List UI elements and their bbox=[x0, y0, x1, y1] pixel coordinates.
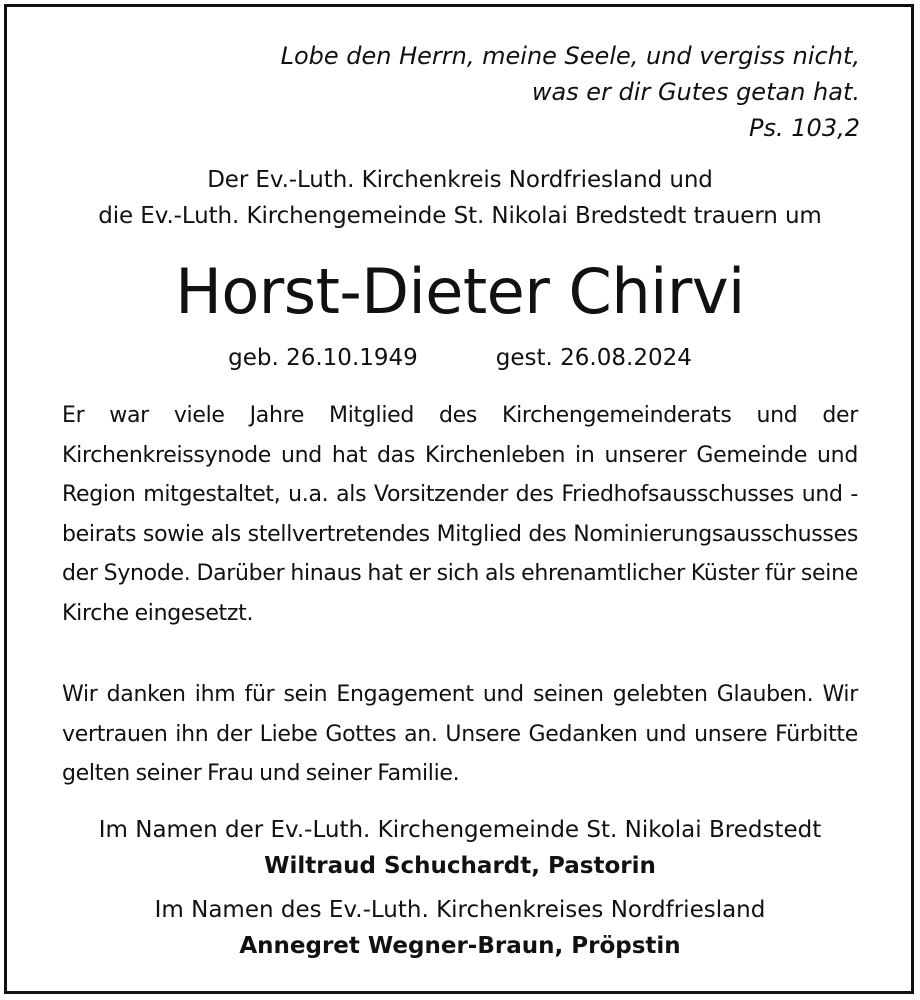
bible-verse bbox=[281, 38, 860, 146]
tribute-paragraph-2: Wir danken ihm für sein Engagement und seinen gelebten Glauben. Wir vertrauen ihn der Liebe Gottes an. Unsere Gedanken und unsere Fürbitte gelten seiner Frau und seiner Familie. bbox=[62, 682, 858, 786]
life-dates bbox=[0, 340, 920, 376]
signature-1-on-behalf: Im Namen der Ev.-Luth. Kirchengemeinde St. Nikolai Bredstedt bbox=[98, 817, 822, 843]
signature-2-name: Annegret Wegner-Braun, Pröpstin bbox=[239, 933, 681, 959]
death-date: gest. 26.08.2024 bbox=[495, 345, 692, 371]
verse-line-1: Lobe den Herrn, meine Seele, und vergiss nicht, bbox=[280, 42, 860, 70]
mourning-intro bbox=[0, 162, 920, 234]
verse-line-2: was er dir Gutes getan hat. bbox=[531, 78, 860, 106]
tribute-paragraph-1: Er war viele Jahre Mitglied des Kirchengemeinderats und der Kirchenkreissynode und hat das Kirchenleben in unserer Gemeinde und Region mitgestaltet, u.a. als Vorsitzender des Friedhofsausschusses und -beirats sowie als stellvertretendes Mitglied des Nominierungsausschusses der Synode. Darüber hinaus hat er sich als ehrenamtlicher Küster für seine Kirche eingesetzt. bbox=[62, 403, 858, 626]
intro-line-2: die Ev.-Luth. Kirchengemeinde St. Nikolai Bredstedt trauern um bbox=[98, 203, 822, 229]
signature-2-on-behalf: Im Namen des Ev.-Luth. Kirchenkreises Nordfriesland bbox=[154, 897, 766, 923]
verse-reference: Ps. 103,2 bbox=[749, 114, 860, 142]
intro-line-1: Der Ev.-Luth. Kirchenkreis Nordfriesland und bbox=[207, 167, 713, 193]
birth-date: geb. 26.10.1949 bbox=[228, 345, 418, 371]
signature-1-name: Wiltraud Schuchardt, Pastorin bbox=[264, 853, 656, 879]
deceased-name: Horst-Dieter Chirvi bbox=[175, 255, 745, 328]
